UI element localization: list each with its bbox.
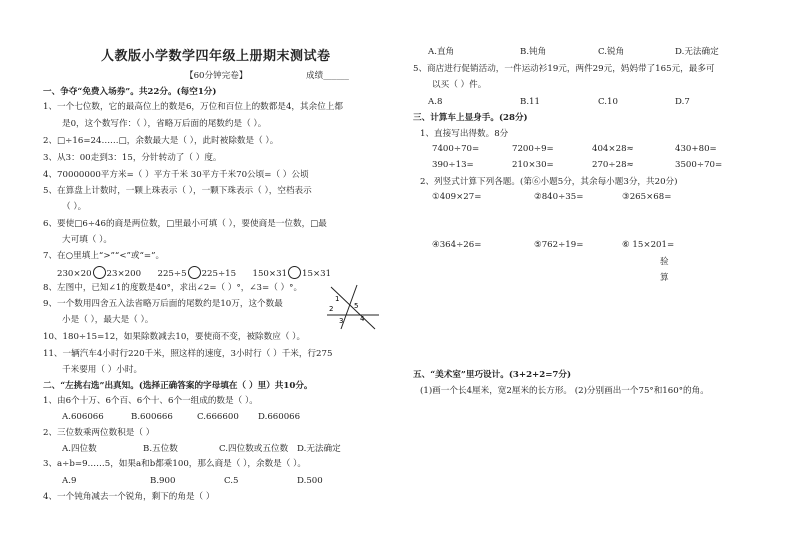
question-1-line-2: 是0，这个数写作：（ ），省略万后面的尾数约是（ ）。 xyxy=(62,119,267,129)
choice-1-option-d[interactable]: D.660066 xyxy=(258,412,301,422)
choice-3-option-d[interactable]: D.500 xyxy=(297,476,323,486)
calc-2-item-5: ⑤762÷19= xyxy=(534,240,584,250)
choice-2-option-c[interactable]: C.四位数或五位数 xyxy=(219,444,289,454)
drawing-task: (1)画一个长4厘米，宽2厘米的长方形。 (2)分别画出一个75°和160°的角。 xyxy=(420,386,709,396)
calc-1-title: 1、直接写出得数。8分 xyxy=(420,129,509,139)
calc-1-r2-c2: 210×30= xyxy=(512,160,554,170)
choice-4-option-d[interactable]: D.无法确定 xyxy=(675,47,719,57)
question-9-line-2: 小是（ ），最大是（ ）。 xyxy=(62,315,154,325)
angle-label-2: 2 xyxy=(329,305,334,313)
question-4: 4、70000000平方米=（ ）平方千米 30平方千米70公顷=（ ）公顷 xyxy=(43,170,309,180)
section-3-title: 三、计算车上显身手。(28分) xyxy=(413,113,528,123)
choice-2-option-a[interactable]: A.四位数 xyxy=(62,444,97,454)
choice-4: 4、一个钝角减去一个锐角，剩下的角是（ ） xyxy=(43,492,215,502)
choice-2-option-d[interactable]: D.无法确定 xyxy=(297,444,341,454)
calc-1-r1-c4: 430+80= xyxy=(675,144,717,154)
compare-right-1: 23×200 xyxy=(106,269,142,279)
choice-3-option-a[interactable]: A.9 xyxy=(62,476,77,486)
calc-1-r2-c4: 3500÷70= xyxy=(675,160,723,170)
choice-1-option-c[interactable]: C.666600 xyxy=(197,412,239,422)
compare-left-3: 150×31 xyxy=(252,269,288,279)
choice-5-option-c[interactable]: C.10 xyxy=(598,97,618,107)
choice-5-option-d[interactable]: D.7 xyxy=(675,97,690,107)
compare-left-2: 225÷5 xyxy=(157,269,187,279)
page-title: 人教版小学数学四年级上册期末测试卷 xyxy=(101,49,331,64)
question-10: 10、180÷15=12，如果除数减去10，要使商不变，被除数应（ ）。 xyxy=(43,332,306,342)
compare-left-1: 230×20 xyxy=(57,269,92,279)
angle-label-4: 4 xyxy=(360,315,365,323)
calc-1-r2-c1: 390÷13= xyxy=(432,160,474,170)
choice-5-line-1: 5、商店进行促销活动，一件运动衫19元，两件29元，妈妈带了165元，最多可 xyxy=(413,64,715,74)
calc-2-item-3: ③265×68= xyxy=(622,192,672,202)
question-1-line-1: 1、一个七位数，它的最高位上的数是6，万位和百位上的数都是4，其余位上都 xyxy=(43,102,343,112)
choice-1: 1、由6个十万、6个百、6个十、6个一组成的数是（ ）。 xyxy=(43,396,258,406)
check-label-1: 验 xyxy=(660,257,669,267)
calc-1-r1-c2: 7200÷9= xyxy=(512,144,554,154)
question-8: 8、左图中，已知∠1的度数是40°，求出∠2=（ ）°，∠3=（ ）°。 xyxy=(43,283,303,293)
choice-3: 3、a÷b=9……5，如果a和b都乘100，那么商是（ ），余数是（ ）。 xyxy=(43,459,306,469)
calc-1-r1-c3: 404×28≈ xyxy=(592,144,634,154)
calc-2-item-1: ①409×27= xyxy=(432,192,482,202)
compare-row xyxy=(57,266,331,280)
question-11-line-1: 11、一辆汽车4小时行220千米，照这样的速度，3小时行（ ）千米，行275 xyxy=(43,349,333,359)
section-1-title: 一、争夺“免费入场券”。共22分。(每空1分) xyxy=(43,87,217,97)
section-5-title: 五、“美术室”里巧设计。(3+2+2=7分) xyxy=(413,370,572,380)
choice-3-option-b[interactable]: B.900 xyxy=(150,476,176,486)
question-2: 2、□÷16=24……□，余数最大是（ ），此时被除数是（ ）。 xyxy=(43,136,279,146)
question-11-line-2: 千米要用（ ）小时。 xyxy=(62,365,143,375)
check-label-2: 算 xyxy=(660,273,669,283)
calc-1-r2-c3: 270÷28≈ xyxy=(592,160,634,170)
score-line: 成绩______ xyxy=(306,71,349,81)
choice-1-option-a[interactable]: A.606066 xyxy=(62,412,104,422)
compare-right-2: 225÷15 xyxy=(201,269,237,279)
calc-2-item-2: ②840÷35= xyxy=(534,192,584,202)
question-9-line-1: 9、一个数用四舍五入法省略万后面的尾数约是10万，这个数最 xyxy=(43,299,283,309)
choice-3-option-c[interactable]: C.5 xyxy=(224,476,239,486)
question-6-line-1: 6、要使□6÷46的商是两位数，□里最小可填（ ），要使商是一位数，□最 xyxy=(43,219,327,229)
question-7: 7、在○里填上“>”“<”或“=”。 xyxy=(43,251,165,261)
section-2-title: 二、“左挑右选”出真知。(选择正确答案的字母填在（ ）里）共10分。 xyxy=(43,381,313,391)
compare-circle-3[interactable] xyxy=(288,266,301,279)
question-5-line-2: （ ）。 xyxy=(62,202,87,212)
angle-label-1: 1 xyxy=(335,295,340,303)
question-5-line-1: 5、在算盘上计数时，一颗上珠表示（ ），一颗下珠表示（ ），空档表示 xyxy=(43,186,312,196)
choice-4-option-c[interactable]: C.锐角 xyxy=(598,47,625,57)
choice-2-option-b[interactable]: B.五位数 xyxy=(143,444,178,454)
choice-5-line-2: 以买（ ）件。 xyxy=(432,80,487,90)
compare-circle-2[interactable] xyxy=(188,266,201,279)
angle-figure xyxy=(325,283,380,331)
calc-1-r1-c1: 7400÷70= xyxy=(432,144,480,154)
choice-5-option-a[interactable]: A.8 xyxy=(428,97,443,107)
choice-4-option-a[interactable]: A.直角 xyxy=(428,47,455,57)
choice-2: 2、三位数乘两位数积是（ ） xyxy=(43,428,155,438)
question-3: 3、从3：00走到3：15，分针转动了（ ）度。 xyxy=(43,153,222,163)
calc-2-item-4: ④364÷26= xyxy=(432,240,482,250)
calc-2-title: 2、列竖式计算下列各题。(第⑥小题5分，其余每小题3分，共20分) xyxy=(420,177,678,187)
angle-label-5: 5 xyxy=(354,302,359,310)
compare-circle-1[interactable] xyxy=(93,266,106,279)
time-limit: 【60分钟完卷】 xyxy=(185,71,248,81)
compare-right-3: 15×31 xyxy=(302,269,332,279)
choice-4-option-b[interactable]: B.钝角 xyxy=(520,47,547,57)
choice-1-option-b[interactable]: B.600666 xyxy=(131,412,173,422)
choice-5-option-b[interactable]: B.11 xyxy=(520,97,540,107)
calc-2-item-6: ⑥ 15×201= xyxy=(622,240,675,250)
question-6-line-2: 大可填（ ）。 xyxy=(62,235,112,245)
angle-label-3: 3 xyxy=(339,317,344,325)
